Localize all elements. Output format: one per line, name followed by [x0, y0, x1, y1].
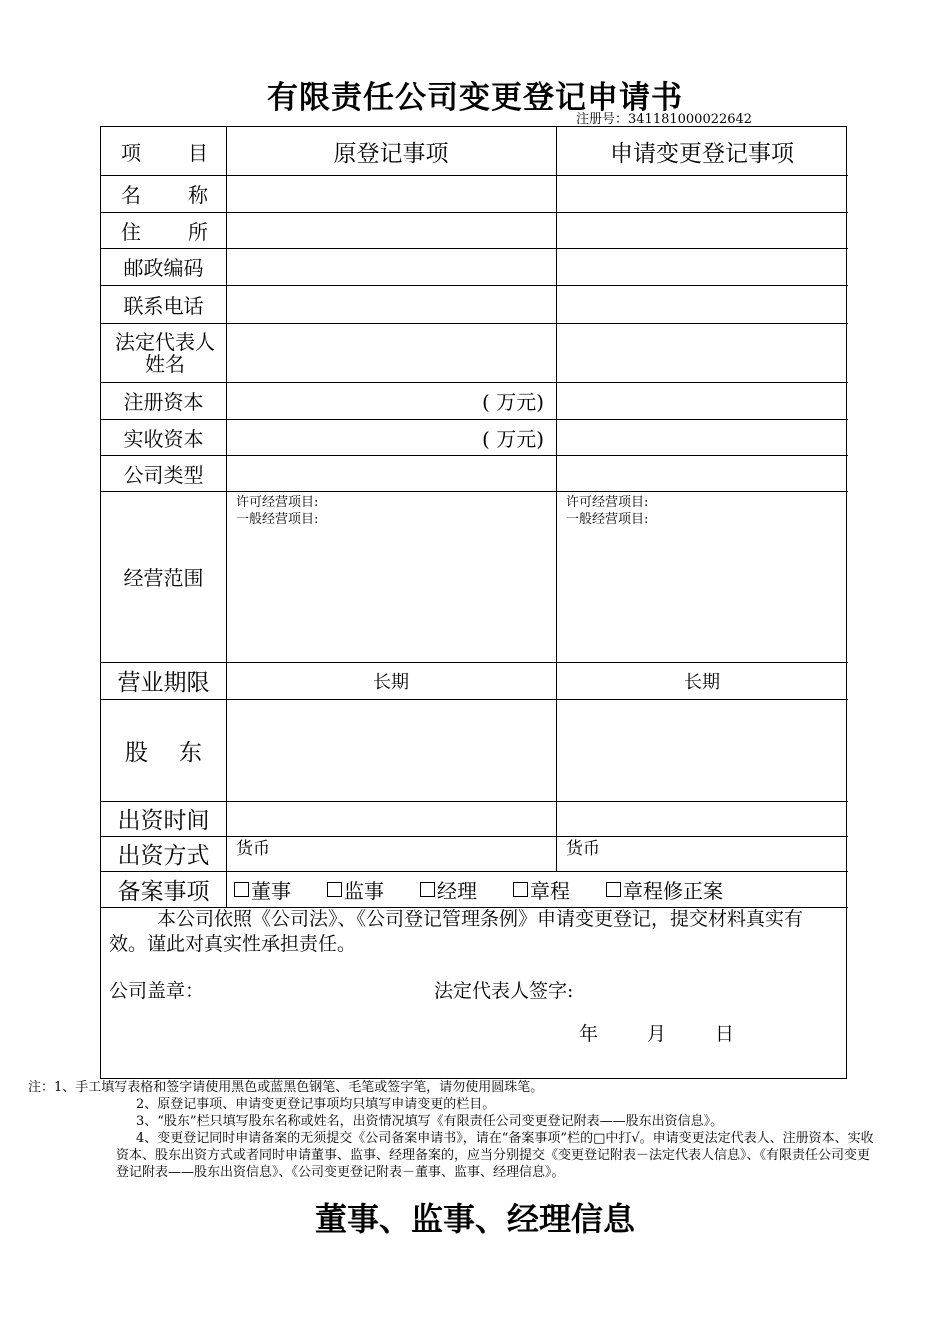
- note-4: 4、变更登记同时申请备案的无须提交《公司备案申请书》，请在“备案事项”栏的□中打√。申请变更法定代表人、注册资本、实收资本、股东出资方式或者同时申请董事、监事、经理备案的，应当分别提交《变更登记附表－法定代表人信息》、《有限责任公司变更登记附表——股东出资信息》、《公司变更登记附表－董事、监事、经理信息》。: [116, 1131, 874, 1180]
- date-month: 月: [647, 1023, 667, 1045]
- term-original: 长期: [373, 671, 409, 693]
- label-company-type: 公司类型: [123, 462, 204, 487]
- label-legal-rep: 法定代表人姓名: [115, 329, 215, 376]
- label-reg-capital: 注册资本: [123, 390, 204, 414]
- date-year: 年: [579, 1023, 599, 1045]
- label-term: 营业期限: [117, 670, 210, 696]
- reg-capital-unit: ( 万元): [482, 390, 544, 414]
- header-change: 申请变更登记事项: [610, 140, 794, 167]
- filing-option-supervisor[interactable]: 监事: [327, 875, 384, 904]
- filing-option-director[interactable]: 董事: [234, 875, 291, 904]
- filing-options: [234, 871, 844, 907]
- filing-option-manager[interactable]: 经理: [420, 875, 477, 904]
- note-2: 2、原登记事项、申请变更登记事项均只填写申请变更的栏目。: [136, 1097, 496, 1112]
- label-shareholder: 股 东: [125, 739, 202, 766]
- label-capital-time: 出资时间: [117, 808, 210, 834]
- label-name: 名 称: [121, 183, 208, 207]
- filing-option-amendment[interactable]: 章程修正案: [606, 875, 723, 904]
- checkbox-icon[interactable]: [606, 882, 621, 897]
- capital-method-original: 货币: [236, 839, 270, 859]
- scope-change: 许可经营项目: 一般经营项目:: [566, 495, 649, 527]
- label-capital-method: 出资方式: [117, 843, 210, 869]
- term-change: 长期: [684, 671, 720, 693]
- section-title: 董事、监事、经理信息: [314, 1200, 635, 1238]
- label-paid-capital: 实收资本: [123, 426, 204, 451]
- registration-number: 注册号：341181000022642: [576, 112, 753, 127]
- label-phone: 联系电话: [123, 293, 204, 318]
- scope-original: 许可经营项目: 一般经营项目:: [236, 495, 319, 527]
- page-title: 有限责任公司变更登记申请书: [267, 80, 683, 116]
- note-1: 注：1、手工填写表格和签字请使用黑色或蓝黑色钢笔、毛笔或签字笔，请勿使用圆珠笔。: [28, 1080, 544, 1095]
- date-day: 日: [715, 1023, 735, 1045]
- checkbox-icon[interactable]: [234, 882, 249, 897]
- declaration-section: [101, 907, 848, 1080]
- declaration-text: 本公司依照《公司法》、《公司登记管理条例》申请变更登记，提交材料真实有效。谨此对真实性承担责任。: [109, 908, 804, 955]
- header-item: 项 目: [121, 140, 208, 165]
- notes: [28, 1079, 928, 1181]
- company-seal-label: 公司盖章：: [109, 980, 205, 1002]
- signature-label: 法定代表人签字:: [434, 980, 574, 1002]
- filing-option-articles[interactable]: 章程: [513, 875, 570, 904]
- checkbox-icon[interactable]: [327, 882, 342, 897]
- capital-method-change: 货币: [566, 839, 600, 859]
- label-filing: 备案事项: [117, 878, 210, 905]
- application-form: [100, 126, 847, 1079]
- label-postal: 邮政编码: [123, 256, 204, 280]
- label-scope: 经营范围: [123, 566, 204, 590]
- header-original: 原登记事项: [333, 140, 449, 167]
- checkbox-icon[interactable]: [420, 882, 435, 897]
- checkbox-icon[interactable]: [513, 882, 528, 897]
- note-3: 3、“股东”栏只填写股东名称或姓名，出资情况填写《有限责任公司变更登记附表——股东出资信息》。: [136, 1114, 724, 1129]
- label-address: 住 所: [121, 219, 208, 244]
- paid-capital-unit: ( 万元): [482, 426, 544, 451]
